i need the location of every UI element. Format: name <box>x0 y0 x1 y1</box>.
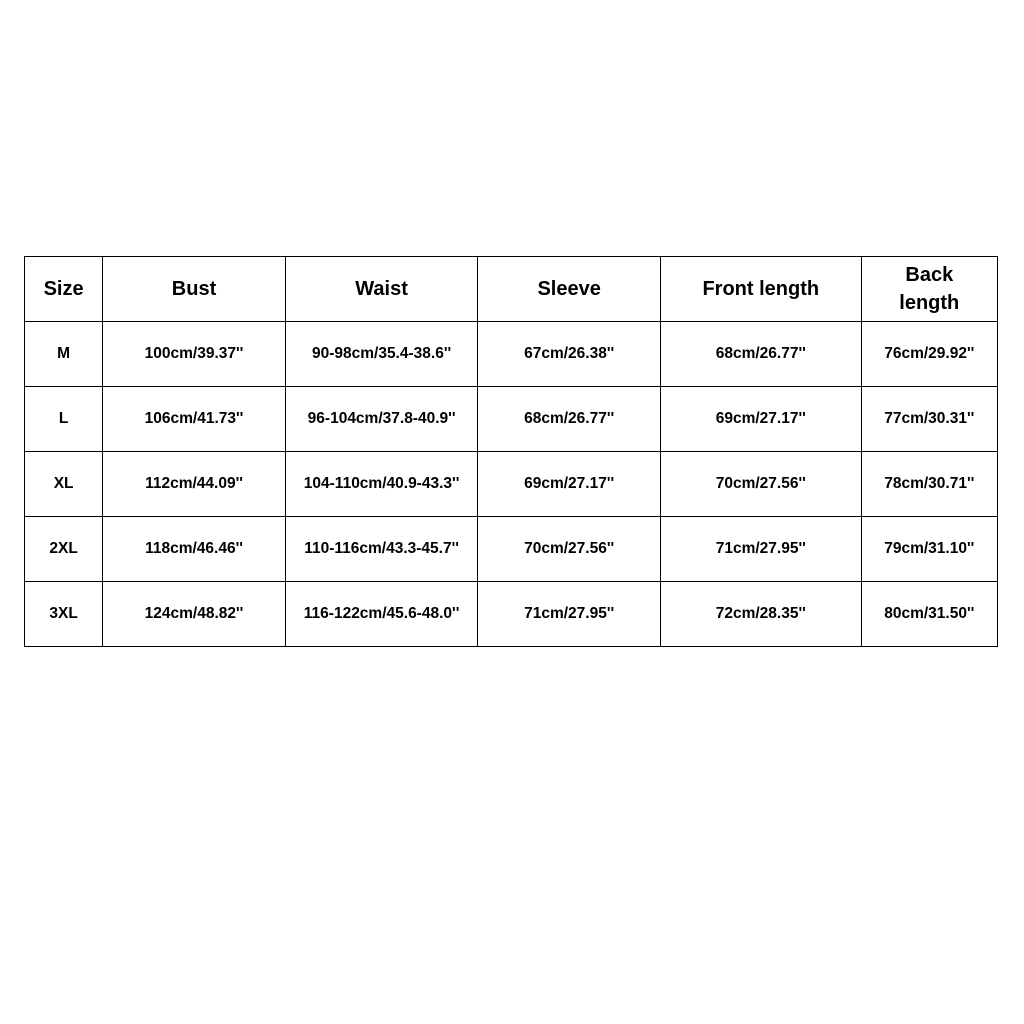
header-front-length: Front length <box>660 257 861 322</box>
table-row <box>25 517 998 582</box>
cell-size: M <box>25 322 103 387</box>
cell-back-length: 78cm/30.71'' <box>861 452 997 517</box>
cell-bust: 100cm/39.37'' <box>103 322 286 387</box>
header-bust: Bust <box>103 257 286 322</box>
header-size: Size <box>25 257 103 322</box>
table-row <box>25 322 998 387</box>
cell-waist: 96-104cm/37.8-40.9'' <box>285 387 478 452</box>
header-waist: Waist <box>285 257 478 322</box>
cell-sleeve: 68cm/26.77'' <box>478 387 661 452</box>
size-chart-table <box>24 256 998 647</box>
cell-sleeve: 70cm/27.56'' <box>478 517 661 582</box>
cell-sleeve: 67cm/26.38'' <box>478 322 661 387</box>
table-row <box>25 582 998 647</box>
cell-bust: 112cm/44.09'' <box>103 452 286 517</box>
cell-waist: 116-122cm/45.6-48.0'' <box>285 582 478 647</box>
cell-back-length: 79cm/31.10'' <box>861 517 997 582</box>
cell-bust: 106cm/41.73'' <box>103 387 286 452</box>
header-back-length-line1: Back <box>905 264 954 286</box>
cell-sleeve: 69cm/27.17'' <box>478 452 661 517</box>
cell-sleeve: 71cm/27.95'' <box>478 582 661 647</box>
cell-size: 2XL <box>25 517 103 582</box>
cell-waist: 110-116cm/43.3-45.7'' <box>285 517 478 582</box>
table-row <box>25 387 998 452</box>
header-sleeve: Sleeve <box>478 257 661 322</box>
cell-front-length: 70cm/27.56'' <box>660 452 861 517</box>
cell-bust: 118cm/46.46'' <box>103 517 286 582</box>
table-row <box>25 452 998 517</box>
cell-waist: 104-110cm/40.9-43.3'' <box>285 452 478 517</box>
cell-back-length: 80cm/31.50'' <box>861 582 997 647</box>
cell-bust: 124cm/48.82'' <box>103 582 286 647</box>
cell-back-length: 77cm/30.31'' <box>861 387 997 452</box>
header-back-length-line2: length <box>899 292 960 314</box>
cell-waist: 90-98cm/35.4-38.6'' <box>285 322 478 387</box>
cell-front-length: 71cm/27.95'' <box>660 517 861 582</box>
cell-front-length: 72cm/28.35'' <box>660 582 861 647</box>
cell-size: XL <box>25 452 103 517</box>
cell-size: 3XL <box>25 582 103 647</box>
cell-front-length: 69cm/27.17'' <box>660 387 861 452</box>
cell-front-length: 68cm/26.77'' <box>660 322 861 387</box>
header-row <box>25 257 998 322</box>
cell-back-length: 76cm/29.92'' <box>861 322 997 387</box>
header-back-length <box>861 257 997 322</box>
cell-size: L <box>25 387 103 452</box>
